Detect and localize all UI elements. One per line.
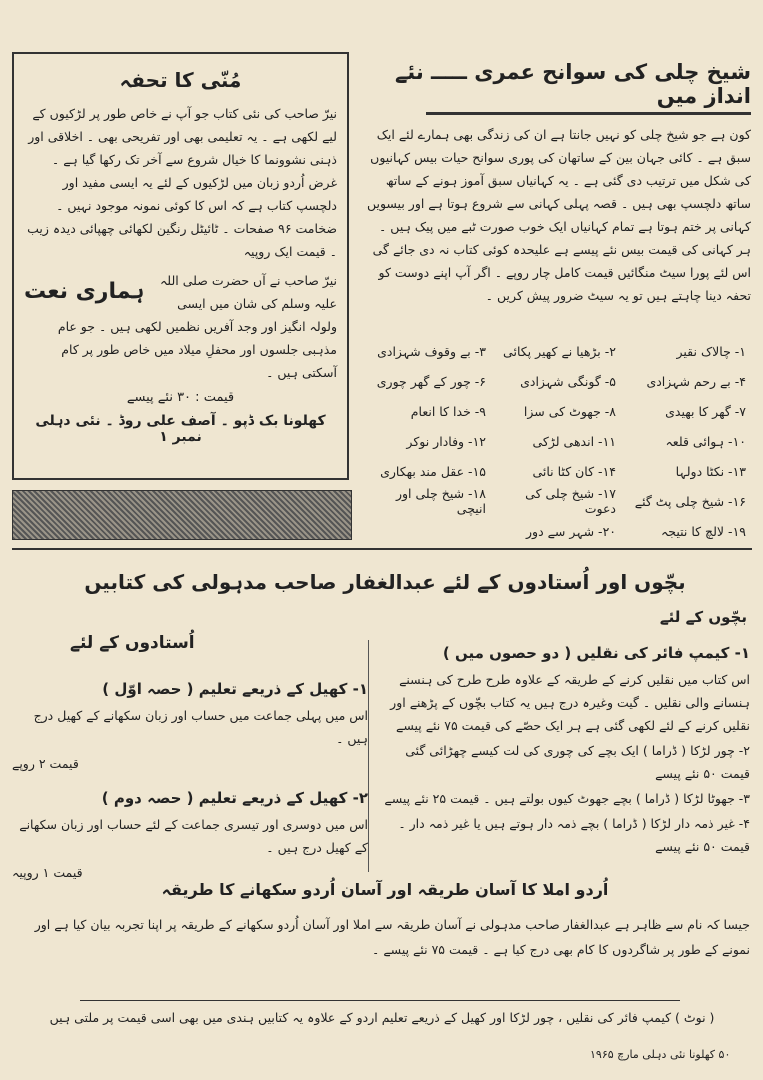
list-item: ۱۷- شیخ چلی کی دعوت: [525, 486, 616, 516]
list-row: [360, 516, 750, 546]
khel-part2-title: ۲- کھیل کے ذریعے تعلیم ( حصہ دوم ): [101, 789, 368, 807]
publisher-address: کھلونا بک ڈپو ۔ آصف علی روڈ ۔ نئی دہلی نمبر ۱: [35, 413, 326, 445]
kids-books-column: [374, 640, 750, 860]
jhoota-larka-item: ۳- جھوٹا لڑکا ( ڈراما ) بچے جھوٹ کیوں بولتے ہیں ۔ قیمت ۲۵ نئے پیسے: [384, 791, 750, 806]
khel-part1-body: اس میں پہلی جماعت میں حساب اور زبان سکھانے کے کھیل درج ہیں ۔: [33, 708, 368, 746]
decorative-hatch-bar: [12, 490, 352, 540]
article-body: کون ہے جو شیخ چلی کو نہیں جانتا ہے ان کی زندگی بھی ہمارے لئے ایک سبق ہے ۔ کائی جہان بین کے ساتھان کی پوری سوانح حیات بیس کہانیوں کی شکل میں ترتیب دی گئی ہے ۔ یہ کہانیاں سبق آموز ہونے کے ساتھ ساتھ دلچسپ بھی ہیں ۔ قصہ پہلی کہانی سے شروع ہوتا ہے اور بیسویں کہانی پر ختم ہوتا ہے تمام کہانیاں ایک خوب صورت ٹبے میں پیک ہیں ۔ ہر کہانی کی قیمت بیس نئے پیسے ہے علیحدہ کوئی کتاب نہ دی جائے گی اس لئے پورا سیٹ منگائیں قیمت کامل چار روپے ۔ اگر آپ اپنے دوست کو تحفہ دینا چاہتے ہیں تو یہ سیٹ ضرور پیش کریں ۔: [366, 127, 751, 303]
chor-larka-item: ۲- چور لڑکا ( ڈراما ) ایک بچے کی چوری کی لت کیسے چھڑائی گئی قیمت ۵۰ نئے پیسے: [405, 743, 750, 781]
naat-body: نیرّ صاحب نے آں حضرت صلی اللہ علیہ وسلم کی شان میں ایسی ولولہ انگیز اور وجد آفریں نظمیں لکھی ہیں ۔ جو عام مذہبی جلسوں اور محفلِ میلاد میں خاص طور پر کام آسکتی ہیں ۔: [57, 273, 337, 380]
list-item: ۲۰- شہر سے دور: [526, 523, 616, 539]
list-row: [360, 426, 750, 456]
khel-part2-price: قیمت ۱ روپیہ: [12, 865, 83, 880]
naat-title: ہماری نعت: [24, 279, 145, 304]
list-row: [360, 366, 750, 396]
list-item: ۵- گونگی شہزادی: [520, 373, 616, 389]
urdu-imla-body: جیسا کہ نام سے ظاہر ہے عبدالغفار صاحب مدہولی نے آسان طریقہ سے املا اور آسان اُردو سکھانے کے طریقہ پر اپنا تجربہ بیان کیا ہے اور نمونے کے طور پر شاگردوں کا کام بھی درج کیا ہے ۔ قیمت ۷۵ نئے پیسے ۔: [34, 917, 750, 957]
list-item: ۱۴- کان کٹا نائی: [532, 463, 616, 479]
list-item: ۱۶- شیخ چلی پٹ گئے: [634, 493, 746, 509]
ad-title: مُنّی کا تحفہ: [119, 68, 242, 92]
list-item: ۱۱- اندھی لڑکی: [532, 433, 616, 449]
list-row: [360, 486, 750, 516]
list-item: ۱- چالاک نقیر: [676, 343, 746, 359]
teachers-books-column: [12, 676, 368, 898]
naat-price: قیمت : ۳۰ نئے پیسے: [126, 390, 235, 405]
list-item: ۴- بے رحم شہزادی: [646, 373, 746, 389]
list-item: ۸- جھوٹ کی سزا: [523, 403, 616, 419]
urdu-imla-section: [14, 912, 750, 962]
camp-fire-title: ۱- کیمپ فائر کی نقلیں ( دو حصوں میں ): [442, 644, 750, 662]
list-item: ۳- بے وقوف شہزادی: [377, 343, 486, 359]
kids-heading: بچّوں کے لئے: [659, 608, 747, 626]
list-item: ۱۵- عقل مند بھکاری: [380, 463, 486, 479]
books-main-title: بچّوں اور اُستادوں کے لئے عبدالغفار صاحب مدہولی کی کتابیں: [84, 570, 686, 594]
ghair-zimmedar-item: ۴- غیر ذمہ دار لڑکا ( ڈراما ) بچے ذمہ دار ہوتے ہیں یا غیر ذمہ دار ۔ قیمت ۵۰ نئے پیسے: [398, 816, 750, 854]
footnote: ( نوٹ ) کیمپ فائر کی نقلیں ، چور لڑکا اور کھیل کے ذریعے تعلیم اردو کے علاوہ یہ کتابیں ہندی میں بھی اسی قیمت پر ملتی ہیں: [49, 1010, 715, 1025]
khel-part1-title: ۱- کھیل کے ذریعے تعلیم ( حصہ اوّل ): [102, 680, 368, 698]
teachers-heading: اُستادوں کے لئے: [70, 633, 195, 653]
section-divider: [12, 548, 752, 550]
list-item: ۲- بڑھیا نے کھیر پکائی: [503, 343, 616, 359]
khel-part1-price: قیمت ۲ روپے: [12, 756, 79, 771]
list-item: ۱۰- ہوائی قلعہ: [665, 433, 746, 449]
munni-ka-tohfa-ad: [12, 52, 349, 480]
list-item: ۷- گھر کا بھیدی: [665, 403, 746, 419]
list-item: ۱۹- لالچ کا نتیجہ: [660, 523, 746, 539]
list-item: ۱۸- شیخ چلی اور انیچی: [395, 486, 486, 516]
list-row: [360, 456, 750, 486]
list-item: ۶- چور کے گھر چوری: [376, 373, 486, 389]
urdu-imla-heading: اُردو املا کا آسان طریقہ اور آسان اُردو سکھانے کا طریقہ: [161, 880, 609, 899]
list-item: ۱۲- وفادار نوکر: [406, 433, 486, 449]
page-footer: ۵۰ کھلونا نئی دہلی مارچ ۱۹۶۵: [590, 1048, 731, 1061]
headline-underline: [426, 112, 751, 115]
camp-fire-body: اس کتاب میں نقلیں کرنے کے طریقہ کے علاوہ طرح طرح کی ہنسنے ہنسانے والی نقلیں ۔ گیت وغیرہ درج ہیں یہ کتاب بچّوں کے پڑھنے اور نقلیں کرنے کے لئے لکھی گئی ہے ہر ایک حصّے کی قیمت ۷۵ نئے پیسے: [390, 672, 750, 733]
list-item: ۹- خدا کا انعام: [410, 403, 486, 419]
list-row: [360, 336, 750, 366]
sheikh-chilli-article: [366, 52, 751, 307]
note-divider: [80, 1000, 680, 1001]
story-list: [360, 336, 750, 546]
khel-part2-body: اس میں دوسری اور تیسری جماعت کے لئے حساب اور زبان سکھانے کے کھیل درج ہیں ۔: [19, 817, 368, 855]
column-divider: [368, 640, 369, 872]
list-item: ۱۳- نکٹا دولہا: [675, 463, 746, 479]
article-headline: شیخ چلی کی سوانح عمری ـــــ نئے انداز میں: [394, 60, 751, 108]
list-row: [360, 396, 750, 426]
ad-body: نیرّ صاحب کی نئی کتاب جو آپ نے خاص طور پر لڑکیوں کے لیے لکھی ہے ۔ یہ تعلیمی بھی اور تفریحی بھی ۔ اخلاقی اور ذہنی نشوونما کا خیال شروع سے آخر تک رکھا گیا ہے ۔ غرض اُردو زبان میں لڑکیوں کے لئے یہ ایسی مفید اور دلچسپ کتاب ہے کہ اس کا کوئی نمونہ موجود نہیں ۔ ضخامت ۹۶ صفحات ۔ ٹائیٹل رنگین لکھائی چھپائی دیدہ زیب ۔ قیمت ایک روپیہ: [27, 106, 337, 259]
